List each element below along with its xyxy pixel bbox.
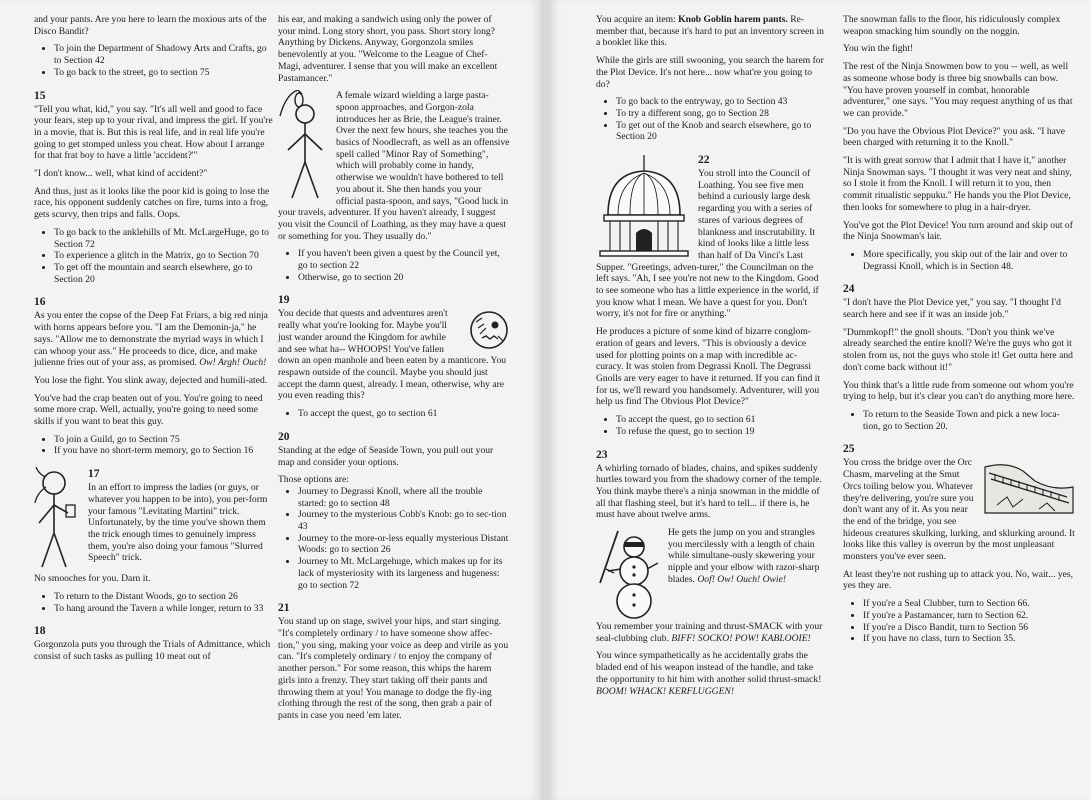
section-20-text: Standing at the edge of Seaside Town, you pull out your map and consider your options. — [278, 444, 494, 468]
section-15-options — [34, 227, 274, 286]
section-16-options — [34, 434, 274, 457]
section-17-options — [34, 591, 274, 614]
option-item: • If you're a Disco Bandit, turn to Section 56 — [863, 622, 1075, 634]
council-dome-illustration — [596, 153, 692, 257]
section-21-continued: While the girls are still swooning, you search the harem for the Plot Device. It's not here... now what're you going to do? — [596, 55, 824, 90]
option-item: • If you haven't been given a quest by the Council yet, go to section 22 — [298, 248, 510, 271]
wizard-text: A female wizard wielding a large pasta-spoon approaches, and Gorgon-zola introduces her as Brie, the League's trainer. Over the next few hours, she teaches you the basics of Noodlecraft, as well as an offensive spell called "Minor Ray of Something", which will probably come in handy, otherwise we wouldn't have bothered to tell you about it. She then hands you your official pasta-spoon, and says, "Good luck in your travels, adventurer. If you haven't already, I suggest you visit the Council of Loathing, as they may have a quest or something for you. They usually do." — [278, 90, 510, 242]
section-14-options — [34, 43, 274, 78]
section-24-options — [843, 409, 1075, 432]
section-18-text: Gorgonzola puts you through the Trials of Admittance, which consist of such tasks as pulling 10 meat out of — [34, 639, 271, 662]
section-14-end: and your pants. Are you here to learn the moxious arts of the Disco Bandit? — [34, 14, 267, 37]
section-15-text: "I don't know... well, what kind of accident?" — [34, 168, 208, 180]
section-20-text: Those options are: — [278, 474, 349, 486]
option-item: • To join a Guild, go to Section 75 — [54, 434, 274, 446]
orc-chasm-bridge-illustration — [983, 457, 1075, 515]
section-25 — [843, 457, 1075, 562]
option-item: • To try a different song, go to Section 28 — [616, 108, 824, 120]
option-item: • Journey to Mt. McLargehuge, which makes up for its lack of mysteriosity with its largeness and hugeness: go to section 72 — [298, 556, 510, 591]
section-25-text: At least they're not rushing up to attack you. No, wait... yes, yes they are. — [843, 568, 1074, 592]
option-item: • To get off the mountain and search elsewhere, go to Section 20 — [54, 262, 274, 285]
section-23-continued: "Do you have the Obvious Plot Device?" you ask. "I have been charged with returning it to the Knoll." — [843, 125, 1065, 149]
option-item: • To experience a glitch in the Matrix, go to Section 70 — [54, 250, 274, 262]
section-15-text: "Tell you what, kid," you say. "It's all well and good to face your fears, step up to your rival, and impress the girl. If you're in a movie, that is. But this is real life, and in real life you're going to get stomped unless you cheat. How about I arrange for that frat boy to have a little 'accident?'" — [34, 103, 273, 162]
section-24-text: You think that's a little rude from someone out whom you're trying to help, but it's clear you can't do anything more here. — [843, 379, 1075, 403]
section-19-options — [278, 408, 510, 420]
martini-stick-figure-illustration — [34, 467, 78, 571]
section-25-text: You cross the bridge over the Orc Chasm, marveling at the Smut Orcs toiling below you. Whatever they're delivering, you're sure you don't want any of it. As you near the end of the bridge, you see hideous creatures skulking, lurking, and sklurking around. It looks like this valley is overrun by the most unpleasant monsters you've ever seen. — [843, 457, 1075, 563]
section-23-text: A whirling tornado of blades, chains, and spikes suddenly hurtles toward you from the shadowy corner of the temple. You think maybe there's a ninja snowman in the middle of all that flashing steel, but it's hard to tell... if there is, he must have about twelve arms. — [596, 462, 822, 521]
section-24-text: "I don't have the Plot Device yet," you say. "I thought I'd search here and see if it was an inside job." — [843, 297, 1061, 321]
section-22-text: You stroll into the Council of Loathing. You see five men behind a curiously large desk regarding you with a series of stares of various degrees of blankness and inscrutability. It kind of looks like a little less than half of Da Vinci's Last Supper. "Greetings, adven-turer," the Councilman on the left says. "Ah, I see you're not new to the Kingdom. Good to see someone who has a little experience in the world, if you know what I mean. We have a quest for you. Don't worry, it's not for fire or anything." — [596, 168, 819, 320]
section-23-continued: You've got the Plot Device! You turn around and skip out of the Ninja Snowman's lair. — [843, 219, 1073, 243]
section-25-number: 25 — [843, 443, 855, 456]
left-page-column-1 — [34, 14, 274, 669]
right-page-column-2 — [843, 14, 1075, 655]
option-item: • To go back to the street, go to section 75 — [54, 67, 274, 79]
option-item: • To accept the quest, go to section 61 — [616, 414, 824, 426]
option-item: • To return to the Distant Woods, go to section 26 — [54, 591, 274, 603]
section-22-number: 22 — [698, 154, 710, 167]
section-23-options — [843, 249, 1075, 272]
section-16-number: 16 — [34, 296, 46, 309]
section-24-text: "Dummkopf!" the gnoll shouts. "Don't you think we've already searched the entire knoll? We're the guys who got it stolen from us, not the guys who stole it! Get outta here and don't come back without it!" — [843, 326, 1073, 373]
section-18-number: 18 — [34, 625, 46, 638]
right-page — [548, 0, 1091, 800]
section-15-text: And thus, just as it looks like the poor kid is going to lose the race, his opponent suddenly catches on fire, turns into a frog, gets scurvy, then trips and falls. Oops. — [34, 185, 270, 221]
option-item: • Otherwise, go to section 20 — [298, 272, 510, 284]
option-item: • If you're a Pastamancer, turn to Section 62. — [863, 610, 1075, 622]
section-23-continued: The rest of the Ninja Snowmen bow to you -- well, as well as someone whose body is three big snowballs can bow. "You have proven yourself in combat, honorable adventurer," one says. "You may request anything of us that we can provide." — [843, 61, 1073, 119]
section-17 — [34, 467, 274, 573]
wizard-passage — [278, 90, 510, 242]
wizard-stick-figure-illustration — [278, 90, 330, 202]
option-item: • More specifically, you skip out of the lair and over to Degrassi Knoll, which is in Section 48. — [863, 249, 1075, 272]
option-item: • To refuse the quest, go to section 19 — [616, 426, 824, 438]
ninja-snowman-illustration — [596, 527, 662, 619]
section-19-text: You decide that quests and adventures aren't really what you're looking for. Maybe you'll just wander around the Kingdom for awhile and see what ha-- WHOOPS! You've fallen down an open manhole and been eaten by a manticore. You respawn outside of the council. Maybe you should just accept the damn quest, already. I mean, otherwise, why are you even reading this? — [278, 308, 507, 402]
section-23-text: You wince sympathetically as he accidentally grabs the bladed end of his weapon instead of the handle, and take the opportunity to hit him with another solid thrust-smack! BOOM! WHACK! KERFLUGGEN! — [596, 650, 822, 697]
option-item: • To hang around the Tavern a while longer, return to 33 — [54, 603, 274, 615]
section-15-number: 15 — [34, 89, 46, 102]
option-item: • To join the Department of Shadowy Arts and Crafts, go to Section 42 — [54, 43, 274, 66]
section-17-text: No smooches for you. Darn it. — [34, 573, 151, 585]
section-22-options — [596, 414, 824, 437]
section-17-number: 17 — [88, 468, 100, 481]
section-16-text: As you enter the copse of the Deep Fat Friars, a big red ninja with horns appears before you. "I am the Demonin-ja," he says. "Allow me to demonstrate the myriad ways in which I can whoop your ass." He proceeds to dice, dice, and make julienne fries out of your ass, as promised. Ow! Argh! Ouch! — [34, 310, 268, 369]
section-23-continued: The snowman falls to the floor, his ridiculously complex weapon smacking him soundly on the noggin. — [843, 14, 1061, 37]
zombie-face-illustration — [468, 308, 510, 352]
option-item: • Journey to the mysterious Cobb's Knob: go to sec-tion 43 — [298, 509, 510, 532]
option-item: • To return to the Seaside Town and pick a new loca-tion, go to Section 20. — [863, 409, 1075, 432]
section-21-text: You stand up on stage, swivel your hips, and start singing. "It's completely ordinary / to have someone show affec-tion," you sing, making your voice as deep and virile as you can. "It's completely ordinary / to enjoy the company of another person." For some reason, this whips the harem girls into a frenzy. They start taking off their pants and throwing them at you! You manage to dodge the fly-ing clothing through the rest of the song, then grab a pair of pants in case you need 'em later. — [278, 616, 509, 721]
section-23-continued: "It is with great sorrow that I admit that I have it," another Ninja Snowman says. "I thought it was very neat and shiny, so I stole it from the Knoll. I will return it to you, then commit ritualistic seppuku." He hands you the Plot Device, then looks for somewhere to plug in a hair-dryer. — [843, 155, 1072, 213]
section-24-number: 24 — [843, 283, 855, 296]
option-item: • To go back to the anklehills of Mt. McLargeHuge, go to Section 72 — [54, 227, 274, 250]
section-21-options — [596, 96, 824, 143]
section-20-number: 20 — [278, 430, 290, 443]
section-23-continued: You win the fight! — [843, 43, 914, 55]
option-item: • If you have no short-term memory, go to Section 16 — [54, 445, 274, 457]
section-23-number: 23 — [596, 448, 608, 461]
section-25-options — [843, 598, 1075, 645]
section-23-text: He gets the jump on you and strangles you mercilessly with a length of chain while simultane-ously skewering your nipple and your elbow with razor-sharp blades. Oof! Ow! Ouch! Owie! — [668, 527, 820, 585]
option-item: • To get out of the Knob and search elsewhere, go to Section 20 — [616, 120, 824, 143]
option-item: • If you're a Seal Clubber, turn to Section 66. — [863, 598, 1075, 610]
section-16-text: You've had the crap beaten out of you. You're going to need some more crap. Well, actually, you're going to need some skills if you want to beat this guy. — [34, 392, 263, 428]
section-17-text: In an effort to impress the ladies (or guys, or whatever you happen to be into), you per-form your famous "Levitating Martini" trick. Unfortunately, by the time you've shown them the trick enough times to genuinely impress them, you're also doing your famous "Slurred Speech" trick. — [88, 482, 268, 564]
section-18-options — [278, 248, 510, 283]
section-19-number: 19 — [278, 294, 290, 307]
option-item: • To accept the quest, go to section 61 — [298, 408, 510, 420]
left-page — [0, 0, 543, 800]
option-item: • Journey to Degrassi Knoll, where all the trouble started: go to section 48 — [298, 486, 510, 509]
option-item: • Journey to the more-or-less equally mysterious Distant Woods: go to section 26 — [298, 533, 510, 556]
section-22-text: He produces a picture of some kind of bizarre conglom-eration of gears and levers. "This is obviously a device used for plotting points on a map with incredible ac-curacy. It was stolen from Degrassi Knoll. The Degrassi Gnolls are very eager to have it returned. If you can find it for us, we'll reward you handsomely. Adventurer, will you help us find The Obvious Plot Device?" — [596, 326, 821, 408]
left-page-column-2 — [278, 14, 510, 728]
section-23-text: You remember your training and thrust-SMACK with your seal-clubbing club. BIFF! SOCKO! POW! KABLOOIE! — [596, 621, 823, 644]
right-page-column-1 — [596, 14, 824, 703]
section-18-continued: his ear, and making a sandwich using only the power of your mind. Long story short, you pass. Short story long? Anything by Dickens. Anyway, Gorgonzola smiles benevolently at you. "Welcome to the League of Chef-Magi, adventurer. I sense that you will make an excellent Pastamancer." — [278, 14, 498, 84]
section-21-continued: You acquire an item: Knob Goblin harem pants. Re-member that, because it's hard to put an inventory screen in a booklet like this. — [596, 14, 824, 49]
ninja-snowman-passage — [596, 527, 824, 621]
section-22 — [596, 153, 824, 320]
section-16-text: You lose the fight. You slink away, dejected and humili-ated. — [34, 374, 268, 386]
section-20-options — [278, 486, 510, 591]
option-item: • To go back to the entryway, go to Section 43 — [616, 96, 824, 108]
section-19 — [278, 308, 510, 402]
section-21-number: 21 — [278, 602, 290, 615]
option-item: • If you have no class, turn to Section 35. — [863, 633, 1075, 645]
